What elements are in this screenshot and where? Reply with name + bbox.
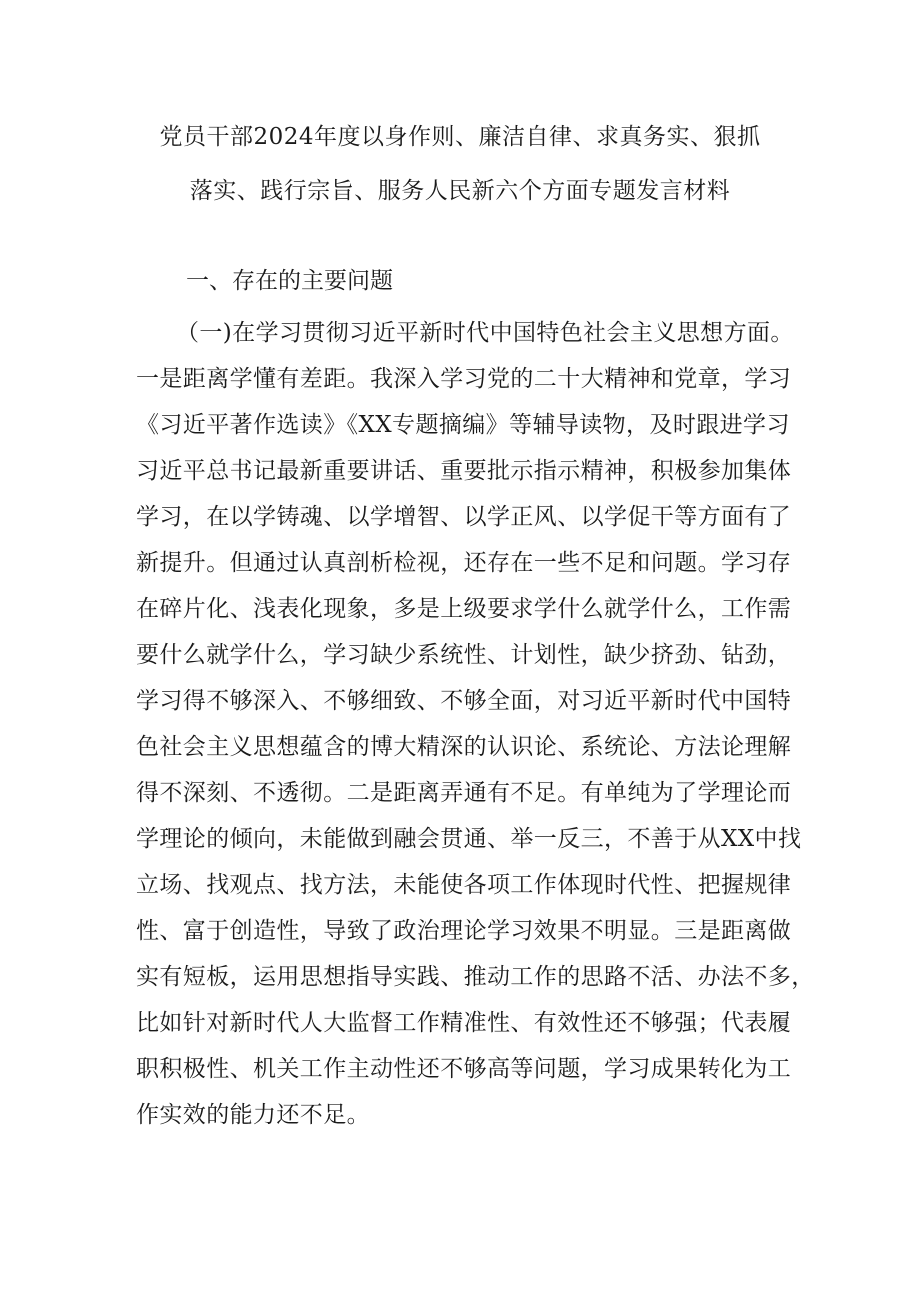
paragraph-line: 学习得不够深入、不够细致、不够全面，对习近平新时代中国特 [136, 688, 792, 714]
paragraph-line: 一是距离学懂有差距。我深入学习党的二十大精神和党章，学习 [136, 366, 792, 392]
paragraph-line: 学理论的倾向，未能做到融会贯通、举一反三，不善于从XX中找 [136, 826, 802, 852]
paragraph-line: 在碎片化、浅表化现象，多是上级要求学什么就学什么，工作需 [136, 596, 792, 622]
document-title-line-1: 党员干部2024年度以身作则、廉洁自律、求真务实、狠抓 [159, 124, 761, 150]
paragraph-line: 新提升。但通过认真剖析检视，还存在一些不足和问题。学习存 [136, 550, 792, 576]
paragraph-line: 习近平总书记最新重要讲话、重要批示指示精神，积极参加集体 [136, 458, 792, 484]
section-heading: 一、存在的主要问题 [186, 268, 393, 294]
paragraph-line: 要什么就学什么，学习缺少系统性、计划性，缺少挤劲、钻劲， [136, 642, 792, 668]
paragraph-line: 《习近平著作选读》《XX专题摘编》等辅导读物，及时跟进学习 [136, 412, 790, 438]
paragraph-line: 比如针对新时代人大监督工作精准性、有效性还不够强；代表履 [136, 1010, 792, 1036]
paragraph-line: 职积极性、机关工作主动性还不够高等问题，学习成果转化为工 [136, 1056, 792, 1082]
paragraph-line: 色社会主义思想蕴含的博大精深的认识论、系统论、方法论理解 [136, 734, 792, 760]
paragraph-line: 立场、找观点、找方法，未能使各项工作体现时代性、把握规律 [136, 872, 792, 898]
paragraph-line: （一)在学习贯彻习近平新时代中国特色社会主义思想方面。 [176, 320, 794, 346]
document-title-line-2: 落实、践行宗旨、服务人民新六个方面专题发言材料 [189, 178, 731, 204]
paragraph-line: 得不深刻、不透彻。二是距离弄通有不足。有单纯为了学理论而 [136, 780, 792, 806]
paragraph-line: 性、富于创造性，导致了政治理论学习效果不明显。三是距离做 [136, 918, 792, 944]
paragraph-line: 实有短板，运用思想指导实践、推动工作的思路不活、办法不多， [136, 964, 815, 990]
paragraph-line: 作实效的能力还不足。 [136, 1102, 370, 1128]
paragraph-line: 学习，在以学铸魂、以学增智、以学正风、以学促干等方面有了 [136, 504, 792, 530]
